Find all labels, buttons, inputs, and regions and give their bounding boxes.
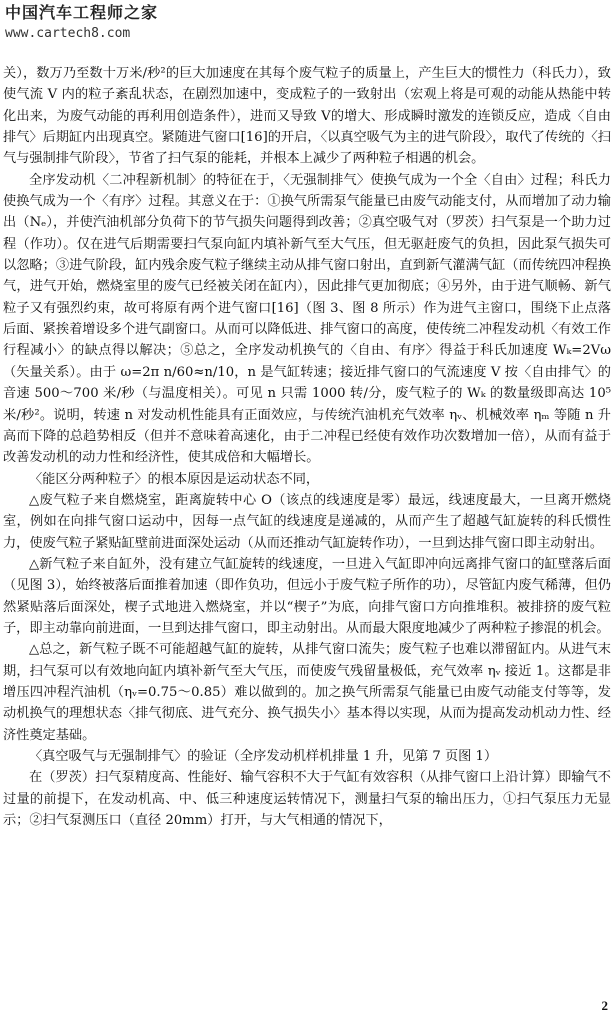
page-number: 2: [601, 998, 608, 1013]
site-url[interactable]: www.cartech8.com: [5, 26, 131, 41]
paragraph-continuation: 关），数万乃至数十万米/秒²的巨大加速度在其每个废气粒子的质量上，产生巨大的惯性力（科氏力），致使气流 V 内的粒子紊乱状态，在剧烈加速中，变成粒子的一致射出（宏观上将是可观的动能从热能中转化出来，为废气动能的再利用创造条件），进而又导致 V的增大、形成瞬时激发的连锁反应，造成〈自由排气〉后期缸内出现真空。紧随进气窗口[16]的开启，〈以真空吸气为主的进气阶段〉，取代了传统的〈扫气与强制排气阶段〉，节省了扫气泵的能耗，并根本上减少了两种粒子相遇的机会。: [3, 66, 611, 167]
paragraph-summary: △总之，新气粒子既不可能超越气缸的旋转，从排气窗口流失；废气粒子也难以滞留缸内。从进气末期，扫气泵可以有效地向缸内填补新气至大气压，而使废气残留量极低，充气效率 ηᵥ 接近 1。这都是非增压四冲程汽油机（ηᵥ=0.75～0.85）难以做到的。加之换气所需泵气能量已由废气动能支付等等，发动机换气的理想状态〈排气彻底、进气充分、换气损失小〉基本得以实现，从而为提高发动机动力性、经济性奠定基础。: [3, 642, 611, 743]
document-body: [3, 63, 611, 831]
paragraph-verification-heading: 〈真空吸气与无强制排气〉的验证（全序发动机样机排量 1 升，见第 7 页图 1）: [29, 749, 498, 764]
paragraph-mechanism: 全序发动机〈二冲程新机制〉的特征在于，〈无强制排气〉使换气成为一个全〈自由〉过程；科氏力使换气成为一个〈有序〉过程。其意义在于：①换气所需泵气能量已由废气动能支付，从而增加了动力输出（Nₑ），并使汽油机部分负荷下的节气损失问题得到改善；②真空吸气对（罗茨）扫气泵是一个助力过程（作功）。仅在进气后期需要扫气泵向缸内填补新气至大气压，但无驱赶废气的负担，因此泵气损失可以忽略；③进气阶段，缸内残余废气粒子继续主动从排气窗口射出，直到新气灌满气缸（而传统四冲程换气，进气开始，燃烧室里的废气已经被关闭在缸内），因此排气更加彻底；④另外，由于进气顺畅、新气粒子又有强烈约束，故可将原有两个进气窗口[16]（图 3、图 8 所示）作为进气主窗口，围绕下止点落后面、紧挨着增设多个进气副窗口。从而可以降低进、排气窗口的高度，使传统二冲程发动机〈有效工作行程减小〉的缺点得以解决；⑤总之，全序发动机换气的〈自由、有序〉得益于科氏加速度 Wₖ=2Vω（矢量关系）。由于 ω=2π n/60≈n/10，n 是气缸转速；接近排气窗口的气流速度 V 按〈自由排气〉的音速 500～700 米/秒（与温度相关）。可见 n 只需 1000 转/分，废气粒子的 Wₖ 的数量级即高达 10⁵米/秒²。说明，转速 n 对发动机性能具有正面效应，与传统汽油机充气效率 ηᵥ、机械效率 ηₘ 等随 n 升高而下降的总趋势相反（但并不意味着高速化，由于二冲程已经使有效作功次数增加一倍），从而有益于改善发动机的动力性和经济性，使其成倍和大幅增长。: [3, 172, 611, 466]
site-title: 中国汽车工程师之家: [5, 3, 159, 22]
paragraph-exhaust-particles: △废气粒子来自燃烧室，距离旋转中心 O（该点的线速度是零）最远，线速度最大，一旦离开燃烧室，例如在向排气窗口运动中，因每一点气缸的线速度是递减的，从而产生了超越气缸旋转的科氏惯性力，使废气粒子紧贴缸壁前进面深处运动（从而还推动气缸旋转作功），一旦到达排气窗口即主动射出。: [3, 492, 611, 551]
paragraph-particle-distinction: 〈能区分两种粒子〉的根本原因是运动状态不同，: [29, 471, 320, 487]
paragraph-verification: 在（罗茨）扫气泵精度高、性能好、输气容积不大于气缸有效容积（从排气窗口上沿计算）即输气不过量的前提下，在发动机高、中、低三种速度运转情况下，测量扫气泵的输出压力，①扫气泵压力无显示；②扫气泵测压口（直径 20mm）打开，与大气相通的情况下，: [3, 770, 611, 829]
paragraph-fresh-particles: △新气粒子来自缸外，没有建立气缸旋转的线速度，一旦进入气缸即冲向远离排气窗口的缸壁落后面（见图 3），始终被落后面推着加速（即作负功，但远小于废气粒子所作的功），尽管缸内废气稀薄，但仍然紧贴落后面深处，楔子式地进入燃烧室，并以“楔子”为底，向排气窗口方向推堆积。被排挤的废气粒子，即主动靠向前进面，一旦到达排气窗口，即主动射出。从而最大限度地减少了两种粒子掺混的机会。: [3, 556, 611, 636]
site-header: [5, 3, 305, 43]
